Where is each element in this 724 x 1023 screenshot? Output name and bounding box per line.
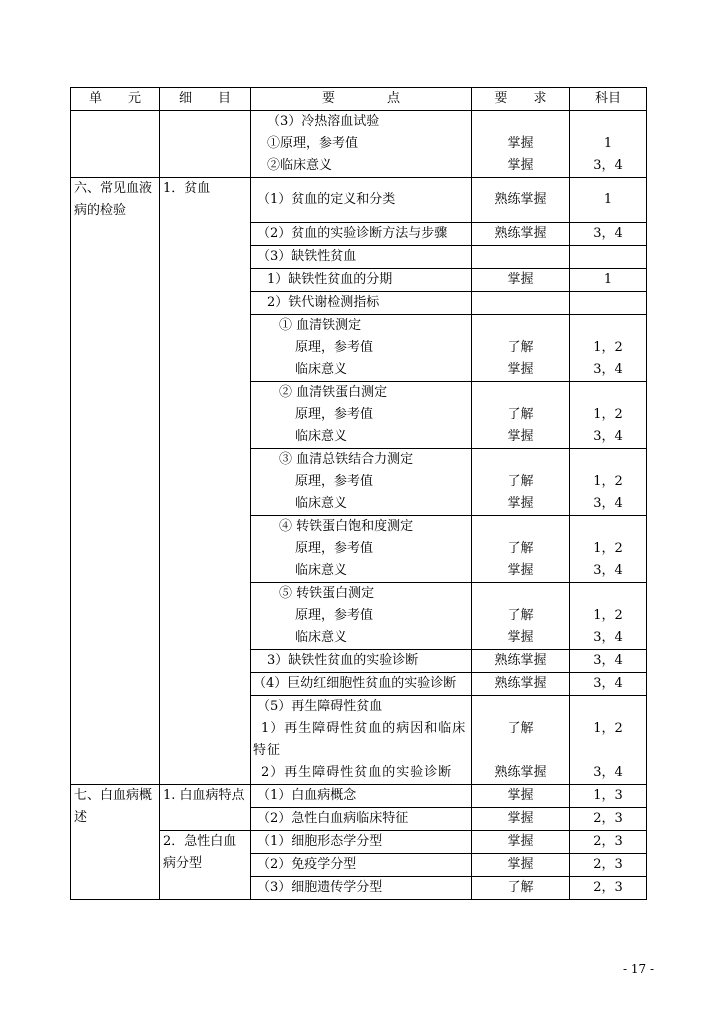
point-line: 原理，参考值 bbox=[295, 407, 374, 422]
requirement-cell bbox=[472, 583, 570, 650]
point-text: （3）缺铁性贫血 bbox=[257, 249, 357, 264]
detail-cell bbox=[160, 785, 251, 831]
requirement-cell: 掌握 bbox=[472, 269, 570, 292]
point-text: （4）巨幼红细胞性贫血的实验诊断 bbox=[253, 676, 457, 691]
requirement-cell bbox=[472, 516, 570, 583]
detail-label: 2．急性白血病分型 bbox=[163, 834, 237, 871]
subject-cell bbox=[570, 246, 647, 269]
requirement-value: 了解 bbox=[507, 340, 534, 355]
header-unit: 单 元 bbox=[71, 88, 160, 111]
point-cell bbox=[251, 516, 472, 583]
header-points: 要 点 bbox=[251, 88, 472, 111]
requirement-cell bbox=[472, 449, 570, 516]
requirement-cell: 掌握 bbox=[472, 831, 570, 854]
point-text: （2）急性白血病临床特征 bbox=[257, 811, 409, 826]
point-line: 临床意义 bbox=[295, 429, 348, 444]
point-line: 1）再生障碍性贫血的病因和临床特征 bbox=[253, 721, 467, 758]
point-cell bbox=[251, 449, 472, 516]
subject-value: 1，2 bbox=[593, 541, 623, 556]
detail-cell-empty bbox=[160, 111, 251, 178]
point-text: 1）缺铁性贫血的分期 bbox=[267, 272, 393, 287]
point-text: （3）细胞遗传学分型 bbox=[257, 880, 383, 895]
point-text: （2）免疫学分型 bbox=[257, 857, 357, 872]
requirement-value: 掌握 bbox=[507, 429, 534, 444]
syllabus-table bbox=[70, 87, 647, 900]
subject-cell bbox=[570, 292, 647, 315]
point-cell bbox=[251, 785, 472, 808]
requirement-value bbox=[472, 315, 569, 337]
requirement-cell: 掌握 bbox=[472, 854, 570, 877]
header-subject: 科目 bbox=[570, 88, 647, 111]
subject-cell: 3，4 bbox=[570, 673, 647, 696]
subject-cell: 2，3 bbox=[570, 831, 647, 854]
table-row bbox=[71, 785, 647, 808]
requirement-value bbox=[472, 516, 569, 538]
requirement-value: 了解 bbox=[507, 721, 534, 736]
point-cell bbox=[251, 808, 472, 831]
subject-value: 3，4 bbox=[593, 496, 623, 511]
point-line: 原理，参考值 bbox=[295, 608, 374, 623]
subject-value: 1 bbox=[603, 136, 613, 151]
point-cell bbox=[251, 877, 472, 900]
unit-cell-empty bbox=[71, 111, 160, 178]
requirement-cell: 熟练掌握 bbox=[472, 673, 570, 696]
point-line: 2）再生障碍性贫血的实验诊断 bbox=[261, 765, 453, 780]
point-line: ②临床意义 bbox=[267, 158, 333, 173]
unit-cell bbox=[71, 785, 160, 900]
detail-label: 1．贫血 bbox=[163, 181, 211, 196]
subject-value: 1，2 bbox=[593, 340, 623, 355]
subject-value bbox=[570, 315, 646, 337]
requirement-cell: 熟练掌握 bbox=[472, 650, 570, 673]
requirement-cell bbox=[472, 315, 570, 382]
subject-cell bbox=[570, 382, 647, 449]
requirement-cell: 熟练掌握 bbox=[472, 178, 570, 223]
point-cell bbox=[251, 696, 472, 785]
requirement-value: 掌握 bbox=[507, 563, 534, 578]
point-line: 临床意义 bbox=[295, 563, 348, 578]
page-number: - 17 - bbox=[622, 962, 654, 976]
point-line: ④ 转铁蛋白饱和度测定 bbox=[279, 519, 414, 534]
point-cell bbox=[251, 178, 472, 223]
subject-value: 1，2 bbox=[593, 474, 623, 489]
point-line: 临床意义 bbox=[295, 362, 348, 377]
subject-value bbox=[570, 516, 646, 538]
header-row bbox=[71, 88, 647, 111]
requirement-cell bbox=[472, 111, 570, 178]
requirement-cell: 掌握 bbox=[472, 808, 570, 831]
subject-cell bbox=[570, 315, 647, 382]
point-line: ② 血清铁蛋白测定 bbox=[279, 385, 388, 400]
subject-cell: 1 bbox=[570, 178, 647, 223]
subject-cell: 1，3 bbox=[570, 785, 647, 808]
subject-value: 3，4 bbox=[593, 362, 623, 377]
subject-value bbox=[570, 382, 646, 404]
point-text: （2）贫血的实验诊断方法与步骤 bbox=[257, 226, 448, 241]
point-cell bbox=[251, 673, 472, 696]
requirement-cell: 了解 bbox=[472, 877, 570, 900]
subject-cell bbox=[570, 696, 647, 785]
requirement-cell bbox=[472, 246, 570, 269]
subject-value: 1，2 bbox=[593, 407, 623, 422]
requirement-value bbox=[472, 111, 569, 133]
requirement-value: 掌握 bbox=[507, 136, 534, 151]
requirement-value: 掌握 bbox=[507, 496, 534, 511]
requirement-value: 了解 bbox=[507, 474, 534, 489]
point-cell bbox=[251, 315, 472, 382]
requirement-value bbox=[472, 382, 569, 404]
requirement-value bbox=[472, 583, 569, 605]
requirement-value: 了解 bbox=[507, 407, 534, 422]
subject-cell: 1 bbox=[570, 269, 647, 292]
point-line: （5）再生障碍性贫血 bbox=[257, 699, 383, 714]
requirement-value bbox=[472, 449, 569, 471]
requirement-value: 掌握 bbox=[507, 630, 534, 645]
requirement-cell bbox=[472, 696, 570, 785]
subject-value: 3，4 bbox=[593, 765, 623, 780]
requirement-value: 掌握 bbox=[507, 362, 534, 377]
header-detail: 细 目 bbox=[160, 88, 251, 111]
point-line: 临床意义 bbox=[295, 630, 348, 645]
point-line: 原理，参考值 bbox=[295, 340, 374, 355]
subject-cell: 3，4 bbox=[570, 650, 647, 673]
subject-value: 3，4 bbox=[593, 429, 623, 444]
point-text: （1）白血病概念 bbox=[257, 788, 357, 803]
subject-value bbox=[570, 583, 646, 605]
subject-value: 3，4 bbox=[593, 158, 623, 173]
subject-value bbox=[570, 449, 646, 471]
point-cell bbox=[251, 246, 472, 269]
detail-label: 1. 白血病特点 bbox=[163, 788, 245, 803]
requirement-cell bbox=[472, 292, 570, 315]
point-cell bbox=[251, 583, 472, 650]
point-cell bbox=[251, 854, 472, 877]
point-cell bbox=[251, 650, 472, 673]
point-cell bbox=[251, 292, 472, 315]
table-row bbox=[71, 178, 647, 223]
point-text: （1）细胞形态学分型 bbox=[257, 834, 383, 849]
subject-value: 1，2 bbox=[593, 608, 623, 623]
unit-label: 六、常见血液病的检验 bbox=[74, 181, 153, 218]
point-line: ⑤ 转铁蛋白测定 bbox=[279, 586, 375, 601]
requirement-cell: 掌握 bbox=[472, 785, 570, 808]
requirement-cell: 熟练掌握 bbox=[472, 223, 570, 246]
requirement-cell bbox=[472, 382, 570, 449]
point-line: ③ 血清总铁结合力测定 bbox=[279, 452, 414, 467]
point-cell bbox=[251, 111, 472, 178]
point-line: ①原理，参考值 bbox=[267, 136, 359, 151]
subject-cell: 2，3 bbox=[570, 854, 647, 877]
point-line: ① 血清铁测定 bbox=[279, 318, 362, 333]
point-line: 临床意义 bbox=[295, 496, 348, 511]
subject-cell: 3，4 bbox=[570, 223, 647, 246]
point-cell bbox=[251, 382, 472, 449]
point-text: （1）贫血的定义和分类 bbox=[257, 192, 396, 207]
point-line: 原理，参考值 bbox=[295, 541, 374, 556]
requirement-value: 掌握 bbox=[507, 158, 534, 173]
subject-value: 3，4 bbox=[593, 563, 623, 578]
unit-label: 七、白血病概述 bbox=[74, 788, 153, 825]
subject-cell bbox=[570, 449, 647, 516]
subject-value: 1，2 bbox=[593, 721, 623, 736]
subject-cell: 2，3 bbox=[570, 808, 647, 831]
subject-value: 3，4 bbox=[593, 630, 623, 645]
requirement-value: 了解 bbox=[507, 541, 534, 556]
subject-cell bbox=[570, 516, 647, 583]
table-row bbox=[71, 111, 647, 178]
point-text: 3）缺铁性贫血的实验诊断 bbox=[267, 653, 419, 668]
detail-cell bbox=[160, 831, 251, 900]
subject-cell bbox=[570, 111, 647, 178]
unit-cell bbox=[71, 178, 160, 785]
point-cell bbox=[251, 269, 472, 292]
subject-cell bbox=[570, 583, 647, 650]
point-line: 原理，参考值 bbox=[295, 474, 374, 489]
subject-cell: 2，3 bbox=[570, 877, 647, 900]
point-cell bbox=[251, 831, 472, 854]
detail-cell bbox=[160, 178, 251, 785]
header-requirement: 要 求 bbox=[472, 88, 570, 111]
requirement-value: 熟练掌握 bbox=[494, 765, 547, 780]
point-cell bbox=[251, 223, 472, 246]
subject-value bbox=[570, 111, 646, 133]
point-line: （3）冷热溶血试验 bbox=[267, 114, 380, 129]
requirement-value: 了解 bbox=[507, 608, 534, 623]
point-text: 2）铁代谢检测指标 bbox=[267, 295, 380, 310]
